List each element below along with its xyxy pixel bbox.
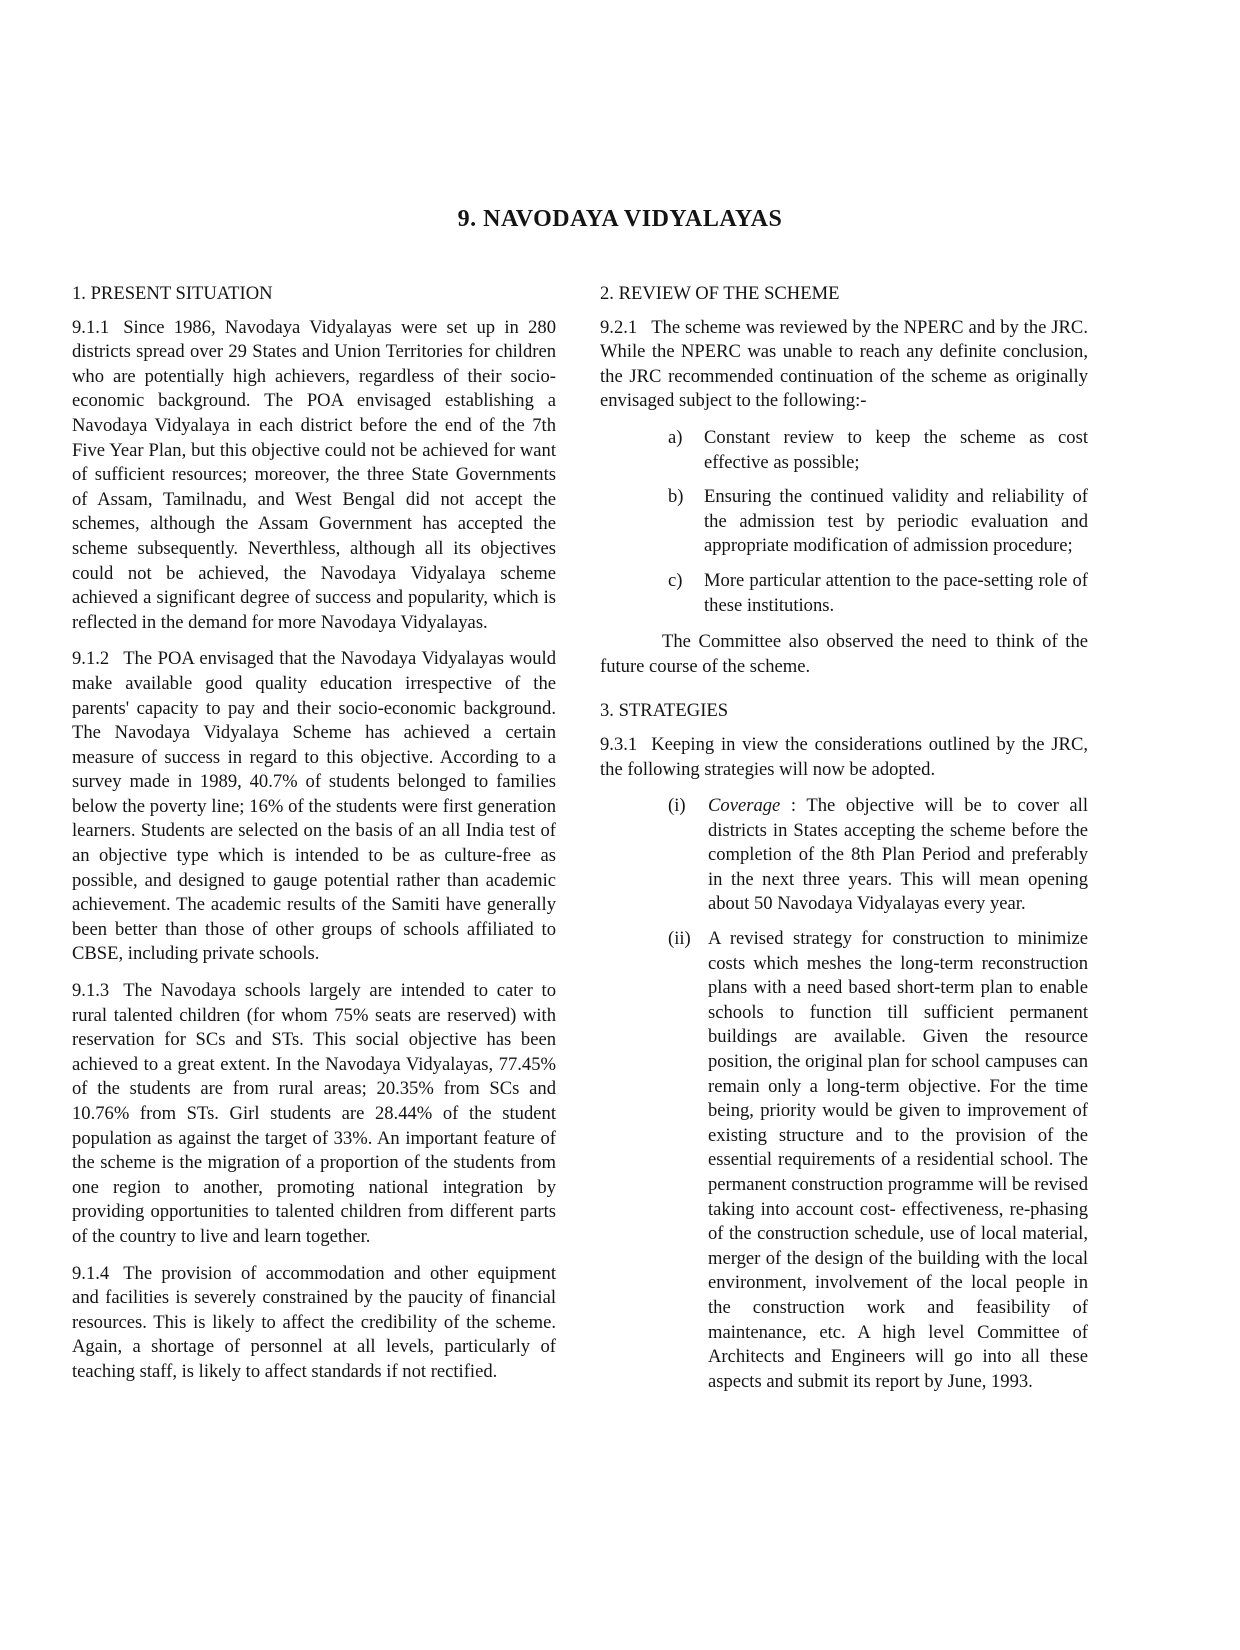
paragraph-text: The POA envisaged that the Navodaya Vidyalayas would make available good quality education irrespective of the parents' capacity to pay and their socio-economic background. The Navodaya Vidyalaya Scheme has achieved a certain measure of success in regard to this objective. According to a survey made in 1989, 40.7% of students belonged to families below the poverty line; 16% of the students were first generation learners. Students are selected on the basis of an all India test of an objective type which is intended to be as culture-free as possible, and designed to gauge potential rather than academic achievement. The academic results of the Samiti have generally been better than those of other groups of schools affiliated to CBSE, including private schools. <box>72 648 556 965</box>
paragraph-number: 9.1.2 <box>72 648 110 670</box>
left-column <box>72 282 556 1397</box>
right-column <box>600 282 1088 1406</box>
paragraph-text: Since 1986, Navodaya Vidyalayas were set up in 280 districts spread over 29 States and Union Territories for children who are potentially high achievers, regardless of their socio-economic background. The POA envisaged establishing a Navodaya Vidyalaya in each district before the end of the 7th Five Year Plan, but this objective could not be achieved for want of sufficient resources; moreover, the three State Governments of Assam, Tamilnadu, and West Bengal did not accept the schemes, although the Assam Government has accepted the scheme subsequently. Neverthless, although all its objectives could not be achieved, the Navodaya Vidyalaya scheme achieved a significant degree of success and popularity, which is reflected in the demand for more Navodaya Vidyalayas. <box>72 316 556 633</box>
section-heading-strategies: 3. STRATEGIES <box>600 700 729 722</box>
strategy-label: Coverage <box>708 795 781 817</box>
paragraph-9-2-1 <box>600 316 1088 414</box>
paragraph-9-1-4 <box>72 1262 556 1385</box>
list-marker: b) <box>668 486 684 508</box>
list-item-text: A revised strategy for construction to minimize costs which meshes the long-term reconstruction plans with a need based short-term plan to enable schools to function till sufficient permanent buildings are available. Given the resource position, the original plan for school campuses can remain only a long-term objective. For the time being, priority would be given to improvement of existing structure and to the provision of the essential requirements of a residential school. The permanent construction programme will be revised taking into account cost- effectiveness, re-phasing of the construction schedule, use of local material, merger of the design of the building with the local environment, involvement of the local people in the construction work and feasibility of maintenance, etc. A high level Committee of Architects and Engineers will go into all these aspects and submit its report by June, 1993. <box>708 928 1088 1392</box>
list-item <box>668 426 1088 475</box>
list-item-text: : The objective will be to cover all districts in States accepting the scheme before the completion of the 8th Plan Period and preferably in the next three years. This will mean opening about 50 Navodaya Vidyalayas every year. <box>708 795 1088 915</box>
strategies-list <box>600 794 1088 1394</box>
list-item <box>668 569 1088 618</box>
paragraph-number: 9.3.1 <box>600 733 638 755</box>
section-heading-review-of-scheme: 2. REVIEW OF THE SCHEME <box>600 283 840 304</box>
list-marker: c) <box>668 569 683 591</box>
paragraph-9-1-1 <box>72 316 556 636</box>
paragraph-text: The Navodaya schools largely are intended to cater to rural talented children (for whom 75% seats are reserved) with reservation for SCs and STs. This social objective has been achieved to a great extent. In the Navodaya Vidyalayas, 77.45% of the students are from rural areas; 20.35% from SCs and 10.76% from STs. Girl students are 28.44% of the student population as against the target of 33%. An important feature of the scheme is the migration of a proportion of the students from one region to another, promoting national integration by providing opportunities to talented children from different parts of the country to live and learn together. <box>72 980 556 1247</box>
paragraph-number: 9.1.1 <box>72 316 110 338</box>
paragraph-number: 9.1.4 <box>72 1262 110 1284</box>
list-item <box>668 485 1088 559</box>
paragraph-9-1-2 <box>72 647 556 967</box>
section-heading-present-situation: 1. PRESENT SITUATION <box>72 283 273 304</box>
paragraph-9-1-3 <box>72 979 556 1250</box>
list-item-text: More particular attention to the pace-setting role of these institutions. <box>704 569 1088 616</box>
review-conditions-list <box>600 426 1088 618</box>
list-item-text: Constant review to keep the scheme as cost effective as possible; <box>704 426 1088 473</box>
paragraph-9-3-1 <box>600 733 1088 782</box>
list-item-text: Ensuring the continued validity and reliability of the admission test by periodic evaluation and appropriate modification of admission procedure; <box>704 486 1088 557</box>
section-spacer <box>600 691 1088 699</box>
paragraph-text: The scheme was reviewed by the NPERC and by the JRC. While the NPERC was unable to reach any definite conclusion, the JRC recommended continuation of the scheme as originally envisaged subject to the following:- <box>600 316 1088 412</box>
list-marker: (ii) <box>668 928 691 950</box>
paragraph-text: The provision of accommodation and other equipment and facilities is severely constrained by the paucity of financial resources. This is likely to affect the credibility of the scheme. Again, a shortage of personnel at all levels, particularly of teaching staff, is likely to affect standards if not rectified. <box>72 1262 556 1382</box>
paragraph-number: 9.1.3 <box>72 980 110 1002</box>
list-marker: (i) <box>668 795 686 817</box>
page-title: 9. NAVODAYA VIDYALAYAS <box>457 206 783 232</box>
paragraph-text: Keeping in view the considerations outlined by the JRC, the following strategies will now be adopted. <box>600 733 1088 780</box>
paragraph-number: 9.2.1 <box>600 316 638 338</box>
list-marker: a) <box>668 426 683 448</box>
list-item <box>668 927 1088 1394</box>
committee-observation: The Committee also observed the need to think of the future course of the scheme. <box>600 631 1088 677</box>
list-item <box>668 794 1088 917</box>
